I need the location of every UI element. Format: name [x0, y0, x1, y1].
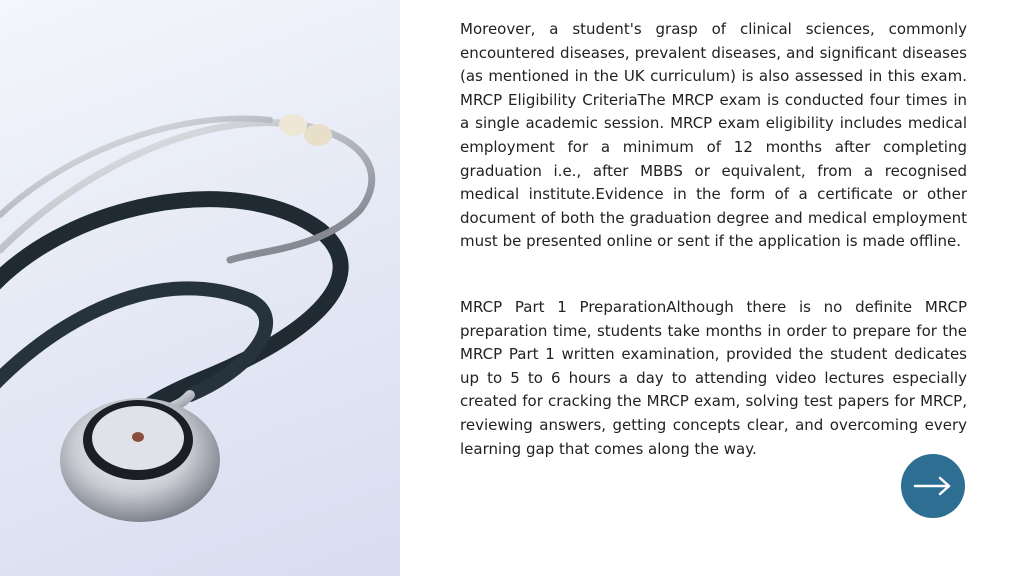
stethoscope-image — [0, 0, 400, 576]
slide-text — [460, 18, 967, 461]
paragraph-eligibility: Moreover, a student's grasp of clinical sciences, commonly encountered diseases, prevalent diseases, and significant diseases (as mentioned in the UK curriculum) is also assessed in this exam. MRCP Eligibility CriteriaThe MRCP exam is conducted four times in a single academic session. MRCP exam eligibility includes medical employment for a minimum of 12 months after completing graduation i.e., after MBBS or equivalent, from a recognised medical institute.Evidence in the form of a certificate or other document of both the graduation degree and medical employment must be presented online or sent if the application is made offline. — [460, 20, 967, 251]
stethoscope-illustration — [0, 0, 400, 576]
paragraph-part1-preparation: MRCP Part 1 PreparationAlthough there is no definite MRCP preparation time, students take months in order to prepare for the MRCP Part 1 written examination, provided the student dedicates up to 5 to 6 hours a day to attending video lectures especially created for cracking the MRCP exam, solving test papers for MRCP, reviewing answers, getting concepts clear, and overcoming every learning gap that comes along the way. — [460, 297, 967, 458]
next-slide-button[interactable] — [901, 454, 965, 518]
arrow-right-icon — [913, 475, 953, 497]
